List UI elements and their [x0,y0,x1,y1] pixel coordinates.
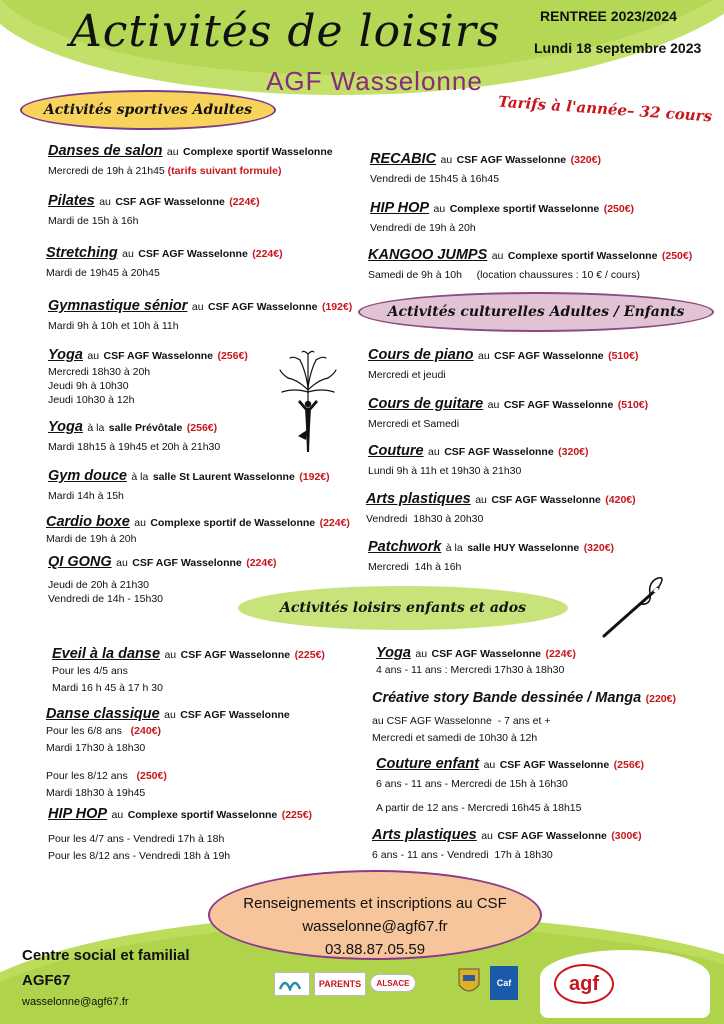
activity-schedule: Mercredi et jeudi [368,369,446,381]
subtitle: AGF Wasselonne [266,66,483,96]
activity-price: (256€) [613,759,645,771]
activity-pre: à la [131,471,149,483]
activity-schedule: Mercredi 18h30 à 20h [48,366,151,378]
activity-guitare [368,395,648,430]
agf-logo [540,950,710,1018]
activity-pre: au [433,203,446,215]
activity-price: (256€) [217,350,248,362]
activity-name: Cours de piano [368,347,474,363]
activity-name: Stretching [46,245,118,261]
activity-name: Gymnastique sénior [48,298,188,314]
activity-location: CSF AGF Wasselonne [444,446,554,458]
activity-name: Pilates [48,193,95,209]
activity-location: CSF AGF Wasselonne [503,399,614,411]
activity-location: CSF AGF Wasselonne [180,649,291,661]
activity-location: salle HUY Wasselonne [467,542,580,554]
activity-name: HIP HOP [48,806,108,822]
section-culture: Activités culturelles Adultes / Enfants [358,292,714,332]
activity-schedule: A partir de 12 ans - Mercredi 16h45 à 18h15 [376,802,582,814]
activity-piano [368,346,638,381]
activity-eveil-danse [52,645,325,694]
activity-price: (256€) [186,422,218,434]
activity-schedule: 6 ans - 11 ans - Mercredi de 15h à 16h30 [376,778,568,790]
activity-yoga-csf [48,346,248,406]
activity-patchwork [368,538,614,573]
activity-arts-plastiques-kids [372,826,642,861]
info-line: Renseignements et inscriptions au CSF [243,895,507,912]
activity-location: CSF AGF Wasselonne [456,154,567,166]
needle-thread-icon [598,574,668,644]
activity-pre: au [440,154,453,166]
activity-location: CSF AGF Wasselonne [138,248,248,260]
activity-name: Couture [368,443,424,459]
activity-name: Yoga [48,419,83,435]
activity-schedule: Jeudi 9h à 10h30 [48,380,129,392]
activity-price: (240€) [130,725,162,737]
activity-price: (510€) [608,350,639,362]
partner-logo-icon [278,977,306,991]
activity-price: (224€) [319,517,350,529]
activity-price: (250€) [136,770,167,782]
activity-pre: au [191,301,204,313]
activity-schedule: Pour les 4/7 ans - Vendredi 17h à 18h [48,833,225,845]
activity-pre: au [164,649,177,661]
activity-location: salle St Laurent Wasselonne [152,471,295,483]
activity-name: QI GONG [48,554,112,570]
activity-name: Couture enfant [376,756,480,772]
activity-name: Gym douce [48,468,127,484]
date-label: Lundi 18 septembre 2023 [534,40,702,56]
activity-name: Patchwork [368,539,442,555]
activity-location: Complexe sportif Wasselonne [127,809,278,821]
activity-pre: au [164,709,176,721]
info-email[interactable]: wasselonne@agf67.fr [302,918,448,935]
activity-schedule: 4 ans - 11 ans : Mercredi 17h30 à 18h30 [376,664,565,676]
activity-schedule: Mardi 17h30 à 18h30 [46,742,146,754]
info-phone[interactable]: 03.88.87.05.59 [324,941,426,958]
activity-name: Cardio boxe [46,514,130,530]
activity-schedule: Pour les 8/12 ans [46,770,128,782]
activity-location: Complexe sportif Wasselonne [449,203,600,215]
tarifs-label: Tarifs à l'année– 32 cours [497,92,713,126]
activity-couture-enfant [376,755,644,814]
activity-name: Créative story Bande dessinée / Manga [372,690,642,706]
activity-location: CSF AGF Wasselonne [180,709,290,721]
activity-location: CSF AGF Wasselonne [115,196,225,208]
activity-price: (192€) [321,301,353,313]
activity-price: (192€) [299,471,330,483]
activity-pre: au [481,830,493,842]
activity-pilates [48,192,260,227]
footer-org-code: AGF67 [22,972,71,989]
activity-price: (320€) [558,446,589,458]
activity-name: HIP HOP [370,200,430,216]
activity-schedule: Mercredi et samedi de 10h30 à 12h [372,732,538,744]
activity-danses-de-salon [48,142,333,177]
activity-price: (224€) [229,196,260,208]
activity-extra: (tarifs suivant formule) [167,165,282,177]
activity-name: KANGOO JUMPS [368,247,488,263]
activity-price: (224€) [246,557,277,569]
activity-name: Danses de salon [48,143,163,159]
activity-price: (300€) [611,830,642,842]
activity-schedule: Mardi 14h à 15h [48,490,124,502]
activity-cardio-boxe [46,513,350,545]
activity-price: (510€) [617,399,649,411]
activity-schedule: Mercredi et Samedi [368,418,460,430]
activity-pre: au [111,809,124,821]
activity-yoga-kids [376,644,576,676]
activity-pre: au [415,648,428,660]
activity-pre: au [134,517,146,529]
activity-couture [368,442,589,477]
activity-qi-gong [48,553,277,605]
activity-price: (224€) [252,248,283,260]
activity-schedule: Vendredi de 15h45 à 16h45 [370,173,500,185]
activity-location: salle Prévôtale [108,422,183,434]
activity-name: Yoga [48,347,83,363]
section-sport-adults: Activités sportives Adultes [20,90,276,130]
activity-location: CSF AGF Wasselonne [132,557,242,569]
activity-schedule: Vendredi de 14h - 15h30 [48,593,164,605]
activity-location: CSF AGF Wasselonne [499,759,610,771]
activity-name: Cours de guitare [368,396,484,412]
activity-price: (420€) [605,494,636,506]
activity-schedule: Mardi 9h à 10h et 10h à 11h [48,320,179,332]
activity-location: Complexe sportif de Wasselonne [150,517,316,529]
section-kids: Activités loisirs enfants et ados [238,586,568,630]
activity-price: (250€) [603,203,635,215]
partner-logo-parents: PARENTS [314,972,366,996]
activity-price: (225€) [294,649,325,661]
activity-pre: au [99,196,111,208]
activity-pre: au [428,446,440,458]
wasselonne-crest-icon [456,966,482,998]
activity-yoga-prevotale [48,418,220,453]
activity-schedule: Mardi 18h15 à 19h45 et 20h à 21h30 [48,441,221,453]
activity-gym-senior [48,297,352,332]
activity-arts-plastiques-adults [366,490,636,525]
activity-price: (220€) [645,693,676,705]
activity-name: Eveil à la danse [52,646,161,662]
activity-pre: au [491,250,504,262]
caf-logo: Caf [490,966,518,1000]
activity-location: CSF AGF Wasselonne [103,350,214,362]
activity-location: Complexe sportif Wasselonne [183,146,333,158]
activity-schedule: Mardi 18h30 à 19h45 [46,787,146,799]
activity-name: Danse classique [46,706,160,722]
activity-schedule: Samedi de 9h à 10h (location chaussures : 10 € / cours) [368,269,640,281]
activity-price: (224€) [545,648,576,660]
activity-price: (225€) [281,809,313,821]
activity-price: (320€) [583,542,615,554]
activity-location: CSF AGF Wasselonne [431,648,542,660]
activity-schedule: Vendredi de 19h à 20h [370,222,476,234]
activity-pre: au [478,350,490,362]
activity-pre: au [122,248,134,260]
activity-schedule: Lundi 9h à 11h et 19h30 à 21h30 [368,465,522,477]
activity-schedule: 6 ans - 11 ans - Vendredi 17h à 18h30 [372,849,553,861]
agf-logo-text: agf [554,964,614,1004]
activity-schedule: Jeudi 10h30 à 12h [48,394,135,406]
activity-schedule: Mercredi de 19h à 21h45 [48,165,165,177]
activity-location: Complexe sportif Wasselonne [507,250,658,262]
activity-pre: au [483,759,496,771]
activity-schedule: au CSF AGF Wasselonne - 7 ans et + [372,715,551,727]
activity-hip-hop-adults [370,199,634,234]
activity-schedule: Vendredi 18h30 à 20h30 [366,513,484,525]
activity-pre: au [487,399,500,411]
yoga-tree-icon [276,348,340,458]
activity-schedule: Jeudi de 20h à 21h30 [48,579,150,591]
activity-location: CSF AGF Wasselonne [491,494,601,506]
activity-hip-hop-kids [48,805,312,862]
rentree-label: RENTREE 2023/2024 [540,8,677,24]
activity-name: Arts plastiques [366,491,471,507]
activity-name: Yoga [376,645,411,661]
activity-schedule: Mardi de 19h45 à 20h45 [46,267,160,279]
activity-creative-story [372,689,676,744]
activity-pre: au [475,494,487,506]
activity-kangoo-jumps [368,246,692,281]
activity-price: (250€) [661,250,693,262]
activity-schedule: Mardi de 19h à 20h [46,533,137,545]
activity-schedule: Pour les 4/5 ans [52,665,128,677]
activity-danse-classique [46,705,290,799]
activity-pre: au [166,146,179,158]
activity-pre: à la [445,542,463,554]
activity-schedule: Mardi 16 h 45 à 17 h 30 [52,682,163,694]
partner-logo-alsace: ALSACE [370,974,416,992]
activity-location: CSF AGF Wasselonne [208,301,318,313]
partner-logo-1 [274,972,310,996]
activity-price: (320€) [570,154,601,166]
activity-name: Arts plastiques [372,827,477,843]
activity-schedule: Mercredi 14h à 16h [368,561,462,573]
activity-stretching [46,244,283,279]
activity-schedule: Pour les 8/12 ans - Vendredi 18h à 19h [48,850,231,862]
activity-pre: à la [87,422,105,434]
activity-gym-douce [48,467,330,502]
activity-pre: au [87,350,100,362]
activity-schedule: Mardi de 15h à 16h [48,215,139,227]
page-title: Activités de loisirs [70,6,501,57]
activity-location: CSF AGF Wasselonne [494,350,604,362]
activity-recabic [370,150,601,185]
activity-name: RECABIC [370,151,437,167]
footer-email[interactable]: wasselonne@agf67.fr [22,996,129,1008]
activity-schedule: Pour les 6/8 ans [46,725,122,737]
activity-pre: au [116,557,128,569]
footer-org-name: Centre social et familial [22,947,190,964]
activity-location: CSF AGF Wasselonne [497,830,607,842]
